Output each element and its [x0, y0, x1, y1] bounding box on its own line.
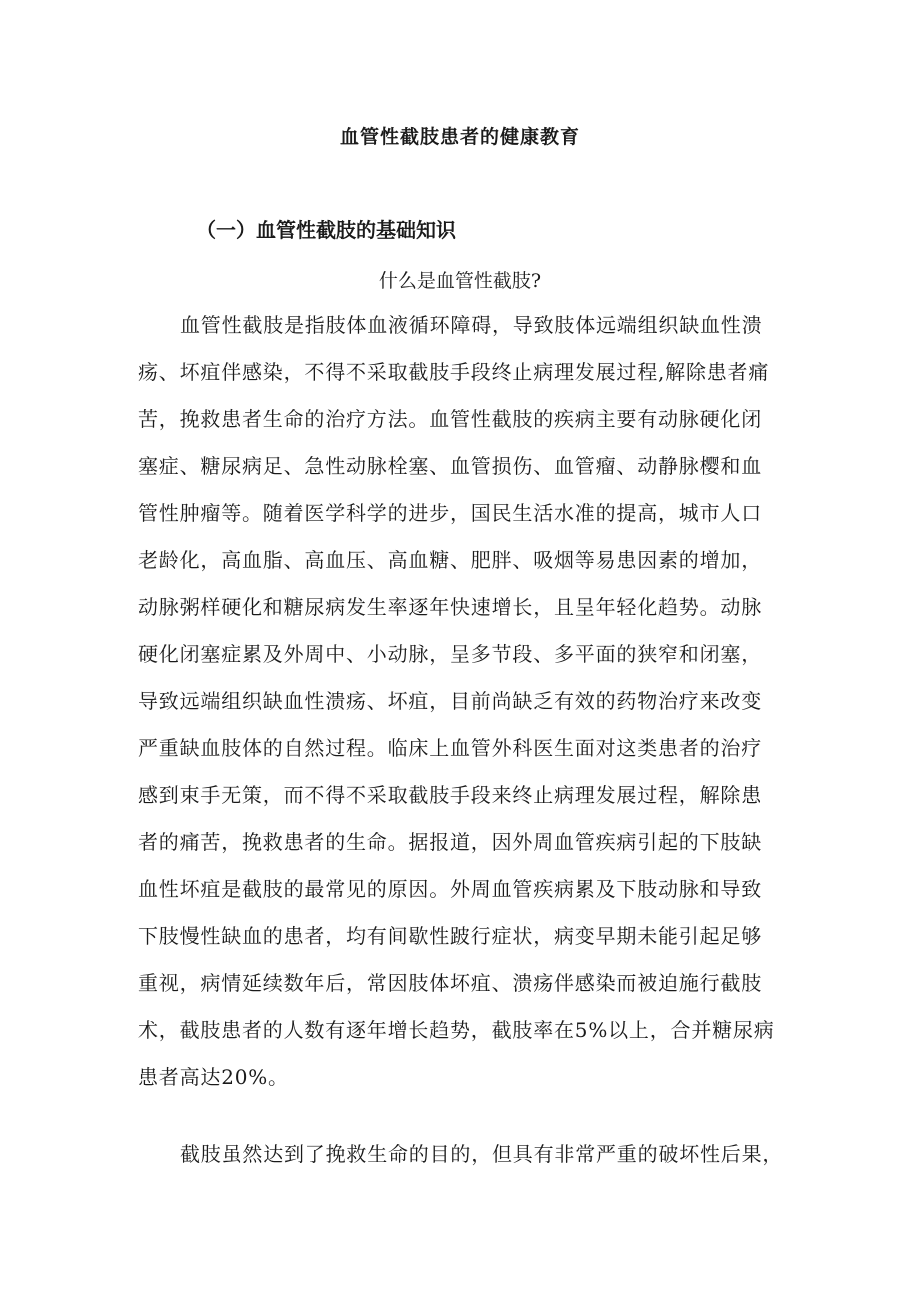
question-heading: 什么是血管性截肢? — [378, 270, 542, 292]
paragraph-line: 患者高达20%。 — [138, 1065, 289, 1089]
paragraph-line: 感到束手无策，而不得不采取截肢手段来终止病理发展过程，解除患 — [138, 783, 762, 807]
paragraph-line: 术，截肢患者的人数有逐年增长趋势，截肢率在5%以上，合并糖尿病 — [138, 1018, 775, 1042]
paragraph-line: 硬化闭塞症累及外周中、小动脉，呈多节段、多平面的狭窄和闭塞， — [138, 642, 762, 666]
paragraph-line: 截肢虽然达到了挽救生命的目的，但具有非常严重的破坏性后果， — [180, 1142, 784, 1166]
paragraph-line: 老龄化，高血脂、高血压、高血糖、肥胖、吸烟等易患因素的增加， — [138, 548, 762, 572]
document-title: 血管性截肢患者的健康教育 — [339, 126, 580, 148]
paragraph-line: 苦，挽救患者生命的治疗方法。血管性截肢的疾病主要有动脉硬化闭 — [138, 407, 762, 431]
paragraph-line: 动脉粥样硬化和糖尿病发生率逐年快速增长，且呈年轻化趋势。动脉 — [138, 595, 762, 619]
paragraph-line: 塞症、糖尿病足、急性动脉栓塞、血管损伤、血管瘤、动静脉樱和血 — [138, 454, 762, 478]
paragraph-line: 重视，病情延续数年后，常因肢体坏疽、溃疡伴感染而被迫施行截肢 — [138, 971, 762, 995]
paragraph-line: 血管性截肢是指肢体血液循环障碍，导致肢体远端组织缺血性溃 — [180, 313, 763, 337]
paragraph-line: 疡、坏疽伴感染，不得不采取截肢手段终止病理发展过程,解除患者痛 — [138, 360, 770, 384]
paragraph-line: 导致远端组织缺血性溃疡、坏疽，目前尚缺乏有效的药物治疗来改变 — [138, 689, 762, 713]
paragraph-line: 者的痛苦，挽救患者的生命。据报道，因外周血管疾病引起的下肢缺 — [138, 830, 762, 854]
paragraph-line: 严重缺血肢体的自然过程。临床上血管外科医生面对这类患者的治疗 — [138, 736, 762, 760]
section-heading: （一）血管性截肢的基础知识 — [196, 218, 456, 242]
paragraph-line: 下肢慢性缺血的患者，均有间歇性跛行症状，病变早期未能引起足够 — [138, 924, 762, 948]
paragraph-line: 血性坏疽是截肢的最常见的原因。外周血管疾病累及下肢动脉和导致 — [138, 877, 762, 901]
paragraph-line: 管性肿瘤等。随着医学科学的进步，国民生活水准的提高，城市人口 — [138, 501, 762, 525]
